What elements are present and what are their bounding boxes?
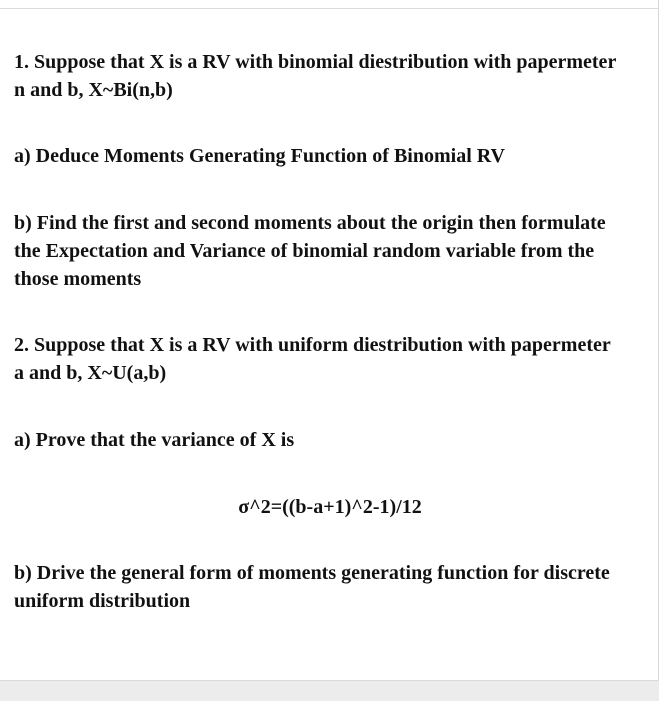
top-edge xyxy=(0,0,659,9)
variance-formula: σ^2=((b-a+1)^2-1)/12 xyxy=(238,496,422,518)
bottom-bar xyxy=(0,680,659,701)
question-1a: a) Deduce Moments Generating Function of Binomial RV xyxy=(14,145,505,167)
question-2a: a) Prove that the variance of X is xyxy=(14,429,295,451)
question-2-intro: 2. Suppose that X is a RV with uniform diestribution with papermeter a and b, X~U(a,b) xyxy=(14,334,611,384)
question-2b: b) Drive the general form of moments generating function for discrete uniform distribution xyxy=(14,562,610,612)
question-1b: b) Find the first and second moments about the origin then formulate the Expectation and Variance of binomial random variable from the those moments xyxy=(14,212,606,290)
question-1-intro: 1. Suppose that X is a RV with binomial diestribution with papermeter n and b, X~Bi(n,b) xyxy=(14,51,616,101)
document-body xyxy=(14,48,624,615)
